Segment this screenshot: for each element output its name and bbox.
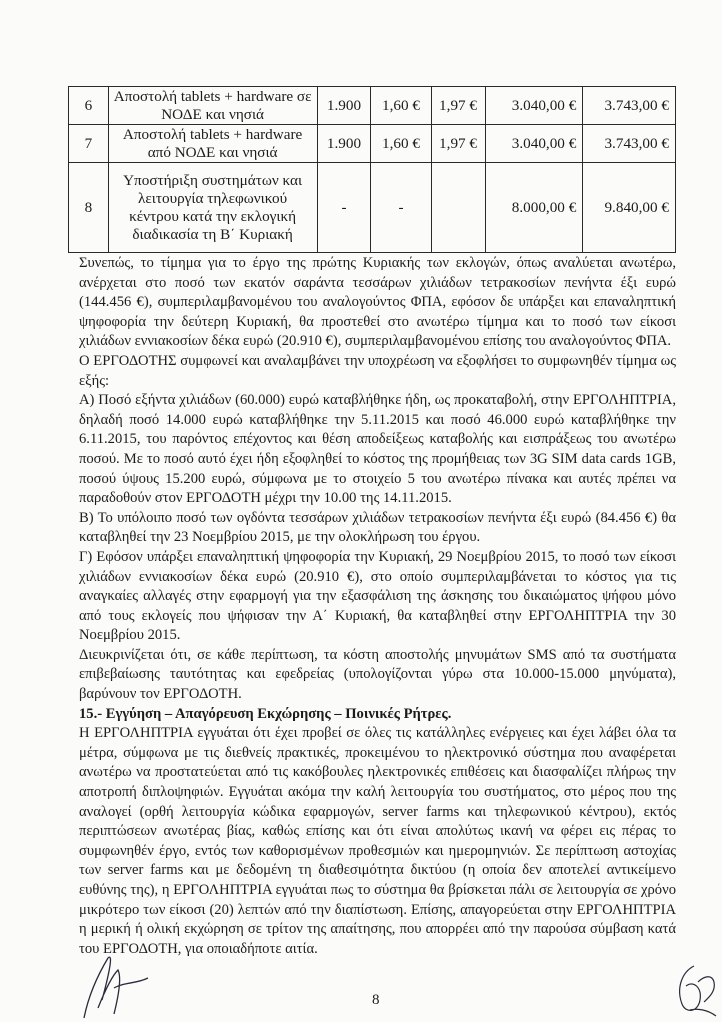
page-number: 8	[372, 992, 380, 1008]
signature-left-icon	[78, 948, 158, 1020]
paragraph: Α) Ποσό εξήντα χιλιάδων (60.000) ευρώ καταβλήθηκε ήδη, ως προκαταβολή, στην ΕΡΓΟΛΗΠΤΡΙΑ, δηλαδή ποσό 14.000 ευρώ καταβλήθηκε την 5.11.2015 και ποσό 46.000 ευρώ καταβλήθηκε την 6.11.2015, του παρόντος επέχοντος και θέση αποδείξεως καταβολής και εισπράξεως του ανωτέρω ποσού. Με το ποσό αυτό έχει ήδη εξοφληθεί το κόστος της προμήθειας των 3G SIM data cards 1GB, ποσού ύψους 15.200 ευρώ, σύμφωνα με το στοιχείο 5 του ανωτέρω πίνακα και αυτές πρέπει να παραδοθούν στον ΕΡΓΟΔΟΤΗ μέχρι την 10.00 της 14.11.2015.	[79, 392, 676, 507]
row-description: Υποστήριξη συστημάτων και λειτουργία τηλεφωνικού κέντρου κατά την εκλογική διαδικασία τη Β΄ Κυριακή	[108, 163, 317, 253]
row-net-total: 3.040,00 €	[485, 125, 583, 163]
row-unit-price: -	[371, 163, 431, 253]
paragraph: Γ) Εφόσον υπάρξει επαναληπτική ψηφοφορία την Κυριακή, 29 Νοεμβρίου 2015, το ποσό των είκοσι χιλιάδων εννιακοσίων δέκα ευρώ (20.910 €), στο οποίο συμπεριλαμβάνεται το κόστος για τις αναγκαίες αλλαγές στην εφαρμογή για την εξασφάλιση της άσκησης του δικαιώματος ψήφου μόνο από τους εκλογείς που ψήφισαν την Α΄ Κυριακή, θα καταβληθεί στην ΕΡΓΟΛΗΠΤΡΙΑ την 30 Νοεμβρίου 2015.	[79, 548, 676, 644]
section-heading: 15.- Εγγύηση – Απαγόρευση Εκχώρησης – Ποινικές Ρήτρες.	[79, 705, 452, 722]
table-row	[69, 163, 676, 253]
table-row	[69, 125, 676, 163]
paragraph: Συνεπώς, το τίμημα για το έργο της πρώτης Κυριακής των εκλογών, όπως αναλύεται ανωτέρω, ανέρχεται στο ποσό των εκατόν σαράντα τεσσάρων χιλιάδων τετρακοσίων πενήντα έξι ευρώ (144.456 €), συμπεριλαμβανομένου του αναλογούντος ΦΠΑ, εφόσον δε υπάρξει και επαναληπτική ψηφοφορία την δεύτερη Κυριακή, θα προστεθεί στο ανωτέρω τίμημα και το ποσό των είκοσι χιλιάδων εννιακοσίων δέκα ευρώ (20.910 €), συμπεριλαμβανομένου επίσης του αναλογούντος ΦΠΑ.	[79, 255, 676, 350]
row-unit-price-vat	[431, 163, 485, 253]
row-unit-price: 1,60 €	[371, 125, 431, 163]
paragraph: Η ΕΡΓΟΛΗΠΤΡΙΑ εγγυάται ότι έχει προβεί σε όλες τις κατάλληλες ενέργειες και έχει λάβει όλα τα μέτρα, σύμφωνα με τις διεθνείς πρακτικές, προκειμένου το ηλεκτρονικό σύστημα που αναφέρεται ανωτέρω να προστατεύεται από τις κακόβουλες ηλεκτρονικές επιθέσεις και διασφαλίζει πλήρως την αποτροπή διπλοψηφιών. Εγγυάται ακόμα την καλή λειτουργία του συστήματος, στο μέρος που της αναλογεί (ορθή λειτουργία κώδικα εφαρμογών, server farms και τηλεφωνικού κέντρου), εκτός περιπτώσεων ανωτέρας βίας, καθώς επίσης και ότι είναι απολύτως ικανή να φέρει εις πέρας το συμφωνηθέν έργο, εντός των καθορισμένων προθεσμιών και ημερομηνιών. Σε περίπτωση αστοχίας των server farms και με δεδομένη τη διαθεσιμότητα δικτύου (η οποία δεν αποτελεί αντικείμενο ευθύνης της), η ΕΡΓΟΛΗΠΤΡΙΑ εγγυάται πως το σύστημα θα βρίσκεται πάλι σε λειτουργία σε χρόνο μικρότερο των είκοσι (20) λεπτών από την διαπίστωση. Επίσης, απαγορεύεται στην ΕΡΓΟΛΗΠΤΡΙΑ η μερική ή ολική εκχώρηση σε τρίτον της απαίτησης, που απορρέει από την παρούσα σύμβαση κατά του ΕΡΓΟΔΟΤΗ, για οποιαδήποτε αιτία.	[79, 725, 676, 957]
paragraph: Β) Το υπόλοιπο ποσό των ογδόντα τεσσάρων χιλιάδων τετρακοσίων πενήντα έξι ευρώ (84.456 €) θα καταβληθεί την 23 Νοεμβρίου 2015, με την ολοκλήρωση του έργου.	[79, 509, 676, 546]
row-gross-total: 9.840,00 €	[583, 163, 676, 253]
body-text	[79, 254, 676, 959]
row-number: 8	[69, 163, 109, 253]
row-gross-total: 3.743,00 €	[583, 125, 676, 163]
row-number: 6	[69, 87, 109, 125]
row-unit-price-vat: 1,97 €	[431, 125, 485, 163]
row-net-total: 3.040,00 €	[485, 87, 583, 125]
row-description: Αποστολή tablets + hardware σε ΝΟΔΕ και νησιά	[108, 87, 317, 125]
paragraph: Διευκρινίζεται ότι, σε κάθε περίπτωση, τα κόστη αποστολής μηνυμάτων SMS από τα συστήματα επιβεβαίωσης ταυτότητας και εφεδρείας (υπολογίζονται γύρω στα 10.000-15.000 μηνύματα), βαρύνουν τον ΕΡΓΟΔΟΤΗ.	[79, 646, 676, 703]
paragraph: Ο ΕΡΓΟΔΟΤΗΣ συμφωνεί και αναλαμβάνει την υποχρέωση να εξοφλήσει το συμφωνηθέν τίμημα ως εξής:	[79, 352, 676, 389]
row-unit-price: 1,60 €	[371, 87, 431, 125]
row-unit-price-vat: 1,97 €	[431, 87, 485, 125]
cost-table	[68, 86, 676, 253]
row-gross-total: 3.743,00 €	[583, 87, 676, 125]
signature-right-icon	[664, 958, 720, 1020]
row-quantity: -	[317, 163, 371, 253]
row-number: 7	[69, 125, 109, 163]
row-description: Αποστολή tablets + hardware από ΝΟΔΕ και νησιά	[108, 125, 317, 163]
row-quantity: 1.900	[317, 87, 371, 125]
row-net-total: 8.000,00 €	[485, 163, 583, 253]
table-row	[69, 87, 676, 125]
row-quantity: 1.900	[317, 125, 371, 163]
